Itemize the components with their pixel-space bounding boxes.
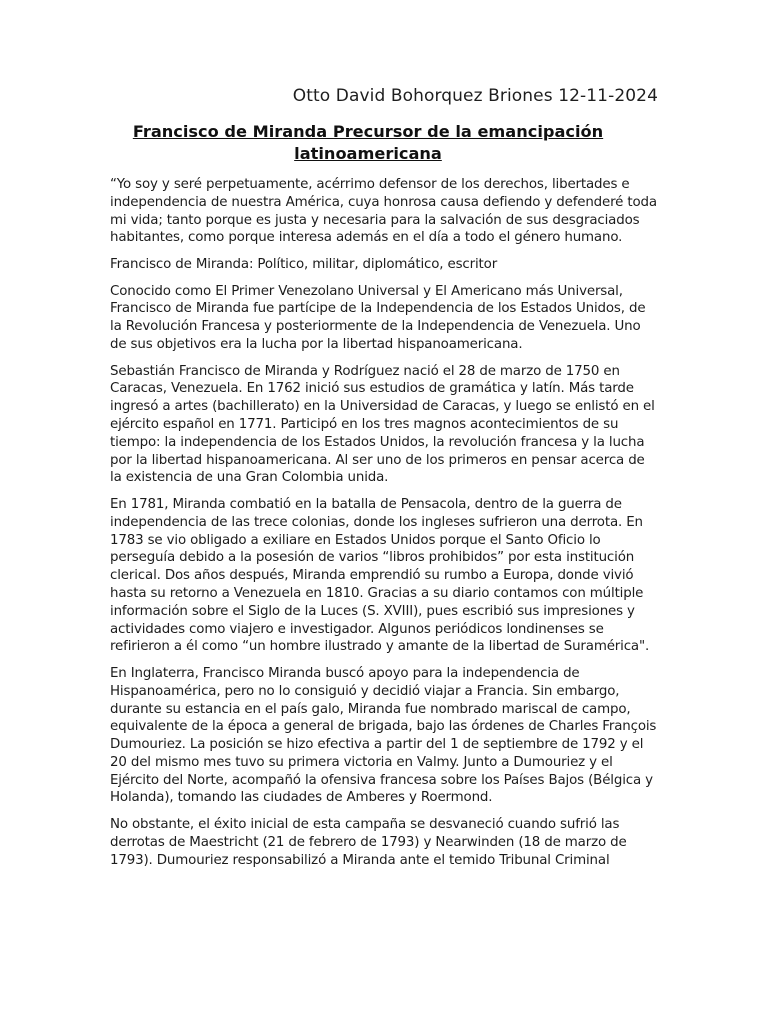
paragraph-inglaterra: En Inglaterra, Francisco Miranda buscó apoyo para la independencia de Hispanoamérica, pero no lo consiguió y decidió viajar a Francia. Sin embargo, durante su estancia en el país galo, Miranda fue nombrado mariscal de campo, equivalente de la época a general de brigada, bajo las órdenes de Charles François Dumouriez. La posición se hizo efectiva a partir del 1 de septiembre de 1792 y el 20 del mismo mes tuvo su primera victoria en Valmy. Junto a Dumouriez y el Ejército del Norte, acompañó la ofensiva francesa sobre los Países Bajos (Bélgica y Holanda), tomando las ciudades de Amberes y Roermond.: [110, 665, 657, 806]
document-title: Francisco de Miranda Precursor de la emancipación latinoamericana: [132, 122, 604, 163]
document-body: [110, 176, 658, 878]
paragraph-intro: Conocido como El Primer Venezolano Universal y El Americano más Universal, Francisco de Miranda fue partícipe de la Independencia de los Estados Unidos, de la Revolución Francesa y posteriormente de la Independencia de Venezuela. Uno de sus objetivos era la lucha por la libertad hispanoamericana.: [110, 283, 646, 352]
paragraph-pensacola: En 1781, Miranda combatió en la batalla de Pensacola, dentro de la guerra de independencia de las trece colonias, donde los ingleses sufrieron una derrota. En 1783 se vio obligado a exiliare en Estados Unidos porque el Santo Oficio lo perseguía debido a la posesión de varios “libros prohibidos” por esta institución clerical. Dos años después, Miranda emprendió su rumbo a Europa, donde vivió hasta su retorno a Venezuela en 1810. Gracias a su diario contamos con múltiple información sobre el Siglo de la Luces (S. XVIII), pues escribió sus impresiones y actividades como viajero e investigador. Algunos periódicos londinenses se refirieron a él como “un hombre ilustrado y amante de la libertad de Suramérica".: [110, 496, 650, 655]
paragraph-birth: Sebastián Francisco de Miranda y Rodríguez nació el 28 de marzo de 1750 en Caracas, Venezuela. En 1762 inició sus estudios de gramática y latín. Más tarde ingresó a artes (bachillerato) en la Universidad de Caracas, y luego se enlistó en el ejército español en 1771. Participó en los tres magnos acontecimientos de su tiempo: la independencia de los Estados Unidos, la revolución francesa y la lucha por la libertad hispanoamericana. Al ser uno de los primeros en pensar acerca de la existencia de una Gran Colombia unida.: [110, 363, 655, 486]
paragraph-derrotas: No obstante, el éxito inicial de esta campaña se desvaneció cuando sufrió las derrotas de Maestricht (21 de febrero de 1793) y Nearwinden (18 de marzo de 1793). Dumouriez responsabilizó a Miranda ante el temido Tribunal Criminal: [110, 817, 627, 868]
author-date-line: Otto David Bohorquez Briones 12-11-2024: [292, 86, 658, 106]
paragraph-quote: “Yo soy y seré perpetuamente, acérrimo defensor de los derechos, libertades e independencia de nuestra América, cuya honrosa causa defiendo y defenderé toda mi vida; tanto porque es justa y necesaria para la salvación de sus desgraciados habitantes, como porque interesa además en el día a todo el género humano.: [110, 177, 657, 246]
paragraph-roles: Francisco de Miranda: Político, militar, diplomático, escritor: [110, 256, 498, 272]
